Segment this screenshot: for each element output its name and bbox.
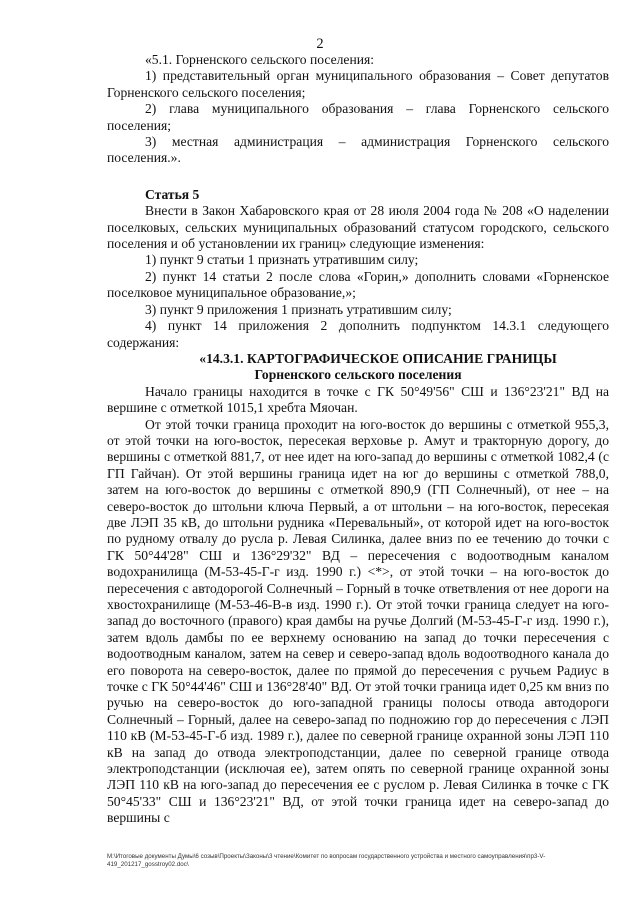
section-title: «14.3.1. КАРТОГРАФИЧЕСКОЕ ОПИСАНИЕ ГРАНИЦЫ: [199, 350, 557, 366]
paragraph: 2) глава муниципального образования – глава Горненского сельского поселения;: [107, 101, 609, 133]
article-heading: Статья 5: [145, 186, 200, 202]
list-item: 3) пункт 9 приложения 1 признать утратившим силу;: [145, 301, 452, 317]
spacer: [107, 167, 609, 175]
paragraph: Начало границы находится в точке с ГК 50°49'56" СШ и 136°23'21" ВД на вершине с отметкой 1015,1 хребта Мяочан.: [107, 383, 609, 416]
document-body: [107, 52, 609, 827]
list-item: 2) пункт 14 статьи 2 после слова «Горин,» дополнить словами «Горненское поселковое муниципальное образование,»;: [107, 268, 609, 301]
paragraph: 3) местная администрация – администрация Горненского сельского поселения.».: [107, 134, 609, 166]
paragraph: 1) представительный орган муниципального образования – Совет депутатов Горненского сельского поселения;: [107, 68, 609, 100]
paragraph: Внести в Закон Хабаровского края от 28 июля 2004 года № 208 «О наделении поселковых, сельских муниципальных образований статусом городского, сельского поселения и об установлении их границ» следующие изменения:: [107, 203, 609, 252]
paragraph: «5.1. Горненского сельского поселения:: [145, 52, 375, 67]
list-item: 4) пункт 14 приложения 2 дополнить подпунктом 14.3.1 следующего содержания:: [107, 318, 609, 350]
list-item: 1) пункт 9 статьи 1 признать утратившим силу;: [145, 252, 419, 268]
section-subtitle: Горненского сельского поселения: [254, 367, 462, 383]
file-path-footer: М:\Итоговые документы Думы\6 созыв\Проекты\Законы\3 чтение\Комитет по вопросам государственного устройства и местного самоуправления\пр3-V-419_201217_gosstroy02.doc\: [107, 853, 546, 868]
page-number: 2: [316, 36, 324, 52]
paragraph: От этой точки граница проходит на юго-восток до вершины с отметкой 955,3, от этой точки на юго-восток, пересекая верховье р. Амут и тракторную дорогу, до вершины с отметкой 881,7, от нее идет на юго-запад до вершины с отметкой 1082,4 (с ГП Гайчан). От этой вершины граница идет на юг до вершины с отметкой 788,0, затем на юго-восток до вершины с отметкой 890,9 (ГП Солнечный), от нее – на северо-восток до штольни ключа Первый, а от штольни – на юго-восток, пересекая две ЛЭП 35 кВ, до штольни рудника «Перевальный», от которой идет на юго-восток по рудному отвалу до русла р. Левая Силинка, далее вниз по ее течению до точки с ГК 50°44'28" СШ и 136°29'32" ВД – пересечения с водоотводным каналом водохранилища (М-53-45-Г-г изд. 1990 г.) <*>, от этой точки – на юго-восток до пересечения с автодорогой Солнечный – Горный в точке ответвления от нее дороги на хвостохранилище (М-53-46-В-в изд. 1990 г.). От этой точки граница следует на юго-запад до восточного (правого) края дамбы на ручье Долгий (М-53-45-Г-г изд. 1990 г.), затем вдоль дамбы по ее верхнему основанию на запад до точки пересечения с водоотводным каналом, затем на север и северо-запад вдоль водоотводного канала до его поворота на северо-восток, далее по прямой до пересечения с ручьем Радиус в точке с ГК 50°44'46" СШ и 136°28'40" ВД. От этой точки граница идет 0,25 км вниз по ручью на северо-восток до юго-западной границы полосы отвода автодороги Солнечный – Горный, далее на северо-запад по подножию гор до пересечения с ЛЭП 110 кВ (М-53-45-Г-б изд. 1989 г.), далее по северной границе охранной зоны ЛЭП 110 кВ на запад до отвода электроподстанции, далее по северной границе отвода электроподстанции (исключая ее), затем опять по северной границе охранной зоны ЛЭП 110 кВ на юго-запад до пересечения ее с руслом р. Левая Силинка в точке с ГК 50°45'33" СШ и 136°23'21" ВД, от этой точки граница идет на северо-запад до вершины с: [107, 416, 609, 826]
